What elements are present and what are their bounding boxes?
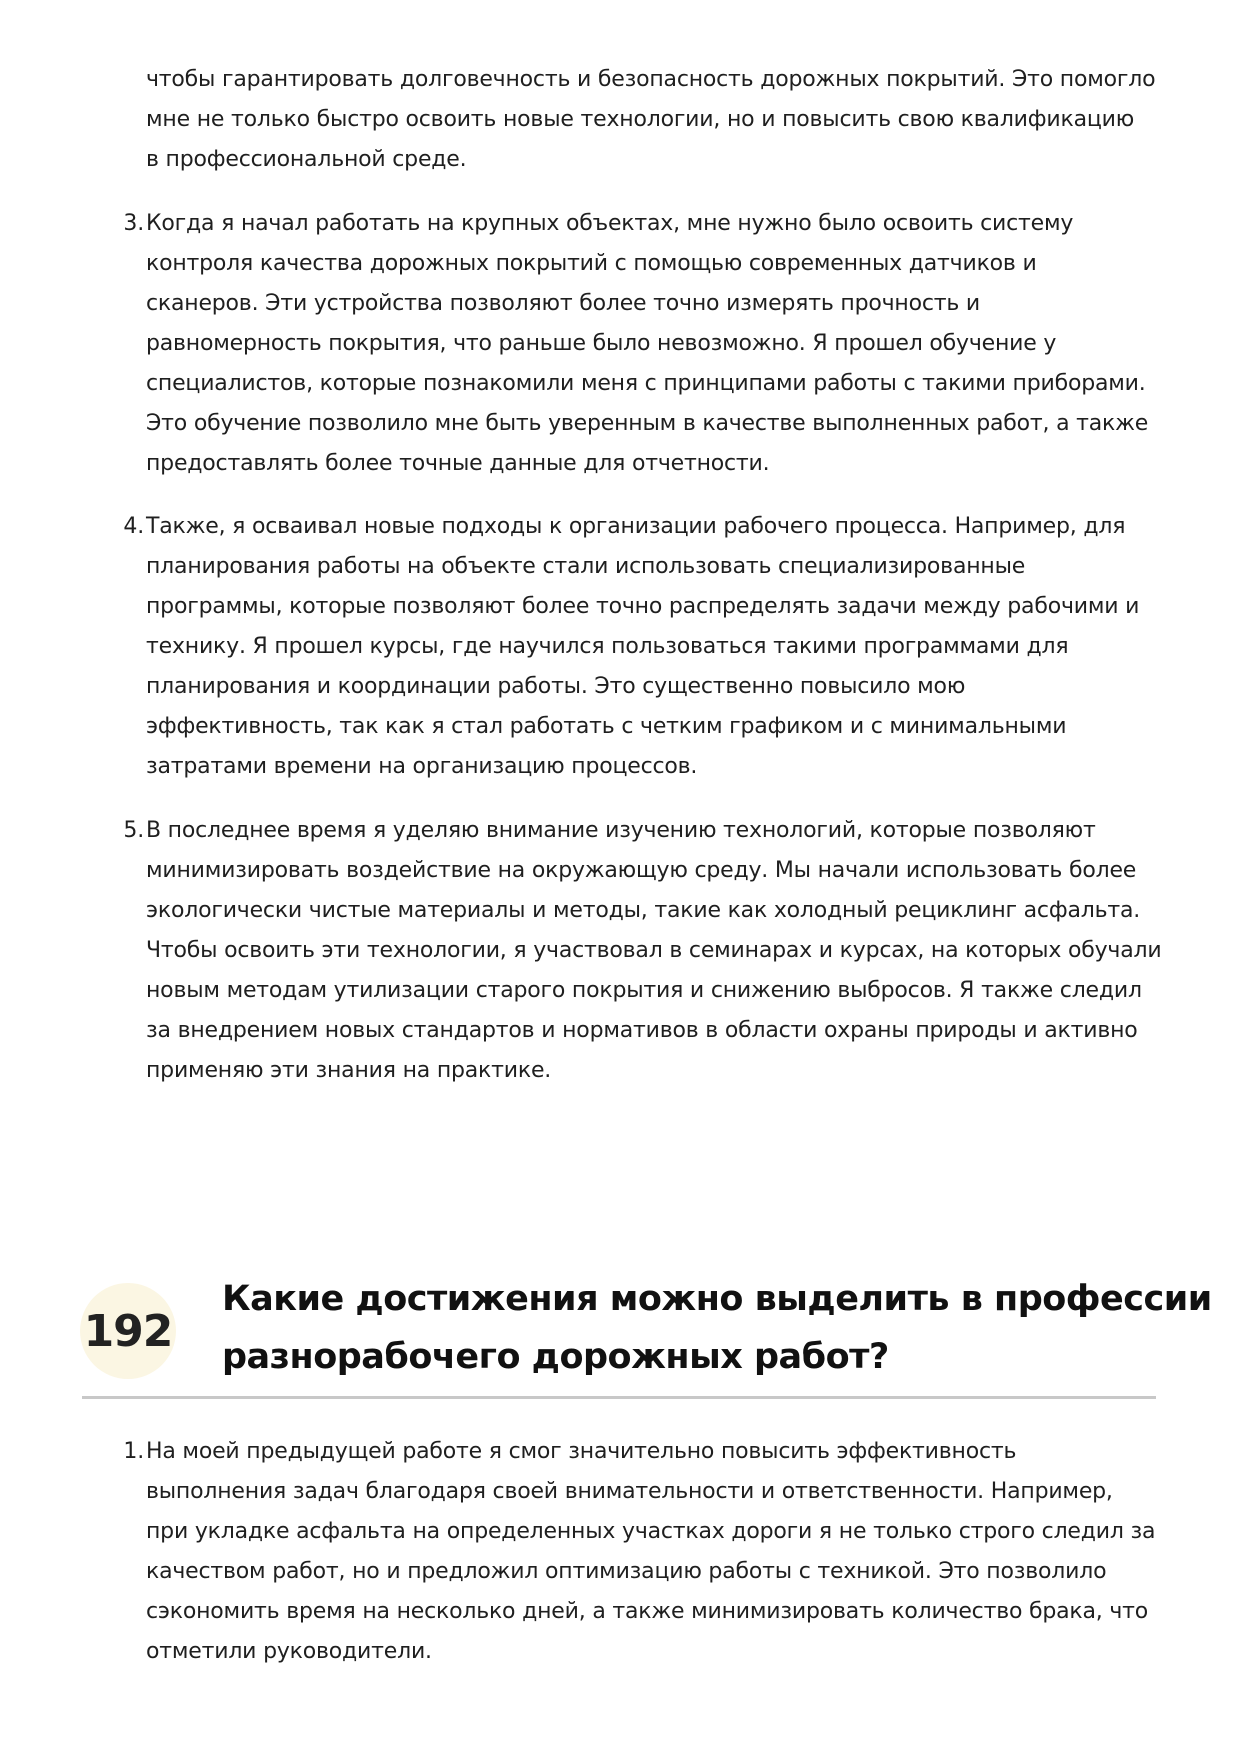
text-line: минимизировать воздействие на окружающую среду. Мы начали использовать более xyxy=(146,858,1137,883)
text-line: специалистов, которые познакомили меня с принципами работы с такими приборами. xyxy=(146,371,1146,396)
text-line: при укладке асфальта на определенных участках дороги я не только строго следил за xyxy=(146,1519,1156,1544)
list-number: 1. xyxy=(123,1439,144,1464)
text-line: Также, я осваивал новые подходы к организации рабочего процесса. Например, для xyxy=(146,514,1126,539)
question-number-badge: 192 xyxy=(80,1283,176,1379)
text-line: равномерность покрытия, что раньше было невозможно. Я прошел обучение у xyxy=(146,331,1057,356)
text-line: применяю эти знания на практике. xyxy=(146,1058,552,1083)
list-number: 5. xyxy=(123,818,144,843)
text-line: эффективность, так как я стал работать с четким графиком и с минимальными xyxy=(146,714,1067,739)
text-line: за внедрением новых стандартов и нормативов в области охраны природы и активно xyxy=(146,1018,1138,1043)
text-line: планирования работы на объекте стали использовать специализированные xyxy=(146,554,1026,579)
text-line: чтобы гарантировать долговечность и безопасность дорожных покрытий. Это помогло xyxy=(146,67,1156,92)
text-line: экологически чистые материалы и методы, такие как холодный рециклинг асфальта. xyxy=(146,898,1141,923)
question-title-line: Какие достижения можно выделить в профессии xyxy=(222,1279,1212,1319)
text-line: Когда я начал работать на крупных объектах, мне нужно было освоить систему xyxy=(146,211,1074,236)
list-number: 4. xyxy=(123,514,144,539)
text-line: контроля качества дорожных покрытий с помощью современных датчиков и xyxy=(146,251,1037,276)
text-line: качеством работ, но и предложил оптимизацию работы с техникой. Это позволило xyxy=(146,1559,1107,1584)
text-line: Это обучение позволило мне быть уверенным в качестве выполненных работ, а также xyxy=(146,411,1149,436)
text-line: сэкономить время на несколько дней, а также минимизировать количество брака, что xyxy=(146,1599,1149,1624)
text-line: отметили руководители. xyxy=(146,1639,432,1664)
list-item-4 xyxy=(123,507,1166,787)
list-number: 3. xyxy=(123,211,144,236)
question-title xyxy=(222,1270,1212,1386)
list-item-1 xyxy=(123,1432,1166,1672)
text-line: затратами времени на организацию процессов. xyxy=(146,754,698,779)
list-item-5 xyxy=(123,811,1166,1091)
text-line: сканеров. Эти устройства позволяют более точно измерять прочность и xyxy=(146,291,981,316)
question-title-line: разнорабочего дорожных работ? xyxy=(222,1337,889,1377)
question-divider xyxy=(82,1396,1156,1399)
text-line: планирования и координации работы. Это существенно повысило мою xyxy=(146,674,966,699)
list-item-3 xyxy=(123,204,1166,484)
text-line: в профессиональной среде. xyxy=(146,147,467,172)
text-line: предоставлять более точные данные для отчетности. xyxy=(146,451,770,476)
continuation-paragraph xyxy=(146,60,1166,180)
text-line: новым методам утилизации старого покрытия и снижению выбросов. Я также следил xyxy=(146,978,1142,1003)
text-line: выполнения задач благодаря своей внимательности и ответственности. Например, xyxy=(146,1479,1113,1504)
text-line: В последнее время я уделяю внимание изучению технологий, которые позволяют xyxy=(146,818,1096,843)
text-line: технику. Я прошел курсы, где научился пользоваться такими программами для xyxy=(146,634,1069,659)
text-line: На моей предыдущей работе я смог значительно повысить эффективность xyxy=(146,1439,1017,1464)
text-line: Чтобы освоить эти технологии, я участвовал в семинарах и курсах, на которых обучали xyxy=(146,938,1162,963)
text-line: программы, которые позволяют более точно распределять задачи между рабочими и xyxy=(146,594,1140,619)
text-line: мне не только быстро освоить новые технологии, но и повысить свою квалификацию xyxy=(146,107,1135,132)
